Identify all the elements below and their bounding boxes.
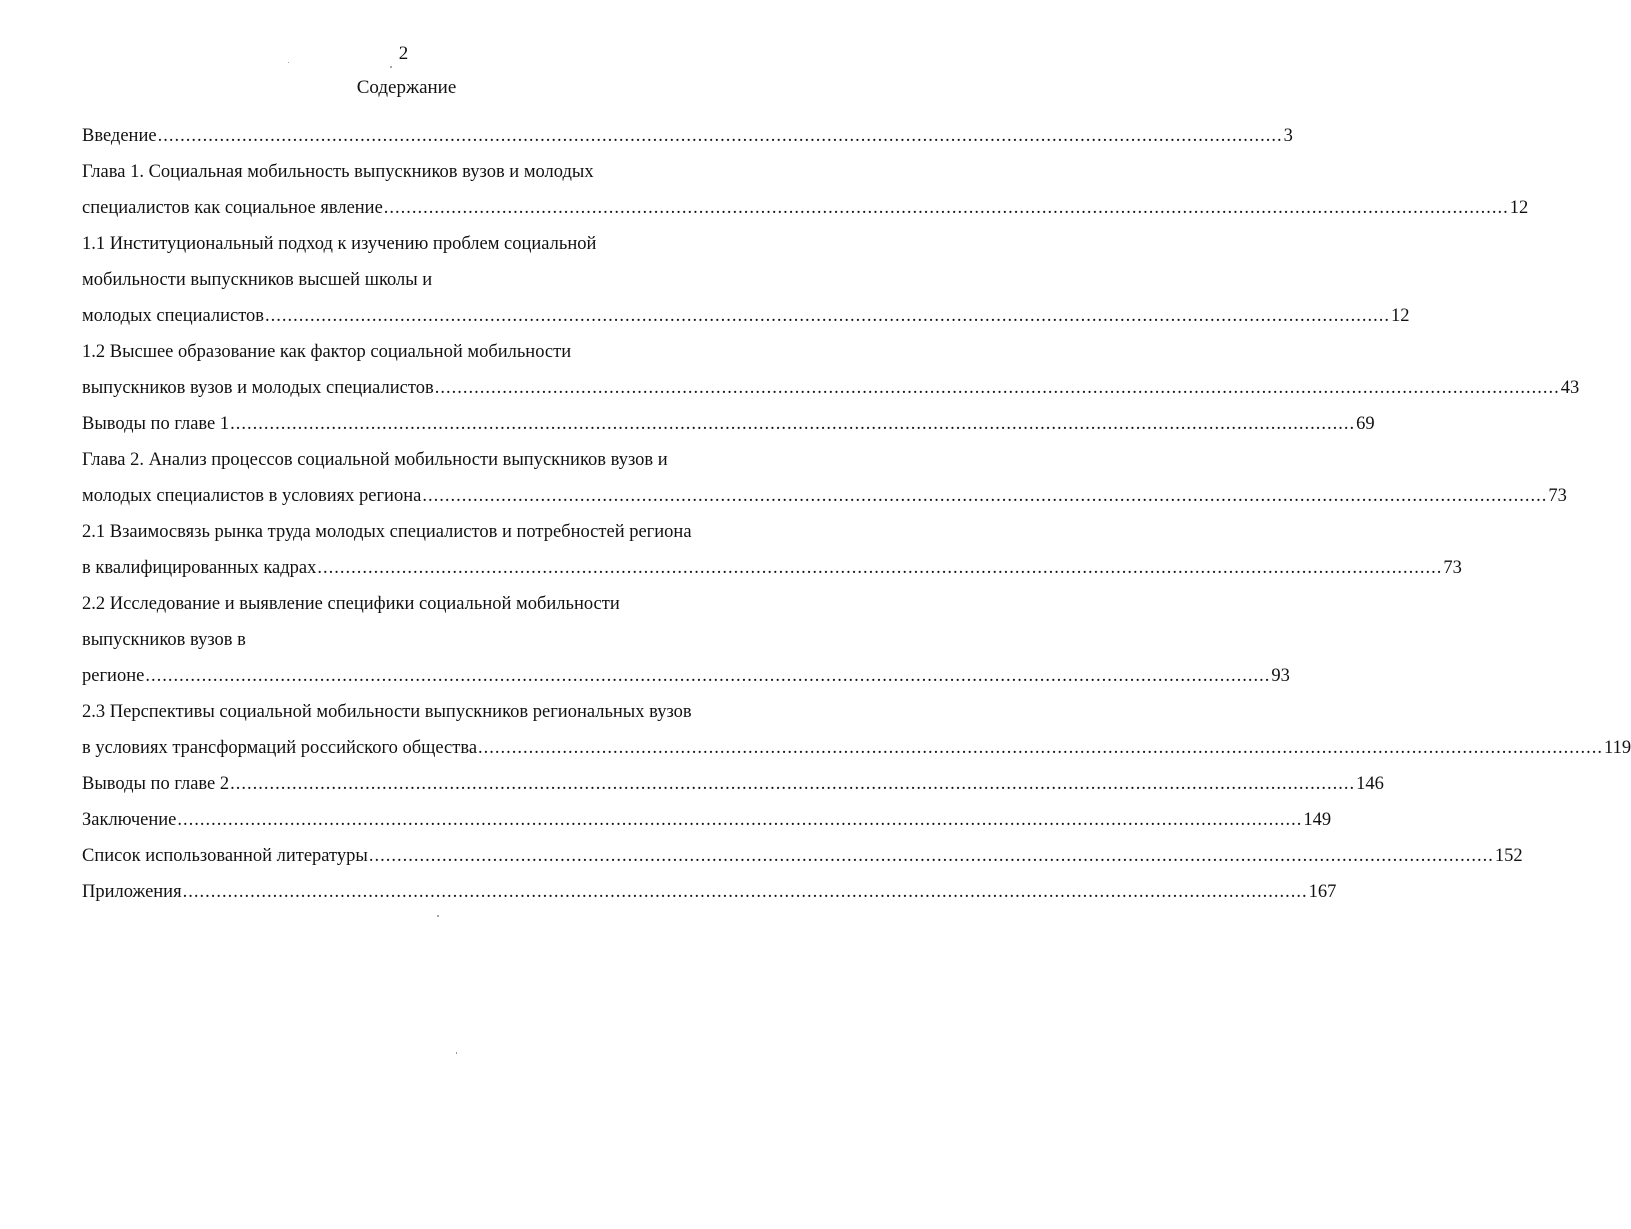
toc-line <box>82 880 1337 904</box>
dot-leader: ........................................................................................................................................................................................................ <box>177 810 1303 830</box>
page-number: 2 <box>398 43 409 64</box>
dot-leader: ........................................................................................................................................................................................................ <box>383 198 1509 218</box>
toc-line <box>82 124 1293 148</box>
scan-speck <box>437 915 439 917</box>
toc-entry-text: мобильности выпускников высшей школы и <box>82 270 433 290</box>
dot-leader: ........................................................................................................................................................................................................ <box>230 774 1356 794</box>
toc-page-number: 149 <box>1303 810 1332 830</box>
toc-line <box>82 520 692 544</box>
dot-leader: ........................................................................................................................................................................................................ <box>434 378 1560 398</box>
toc-page-number: 12 <box>1391 306 1410 326</box>
dot-leader: ........................................................................................................................................................................................................ <box>265 306 1391 326</box>
dot-leader: ........................................................................................................................................................................................................ <box>317 558 1443 578</box>
toc-entry-text: Глава 2. Анализ процессов социальной мобильности выпускников вузов и <box>82 450 668 470</box>
toc-line <box>82 844 1523 868</box>
toc-line <box>82 376 1580 400</box>
toc-entry-text: 2.3 Перспективы социальной мобильности выпускников региональных вузов <box>82 702 692 722</box>
toc-line <box>82 628 246 652</box>
toc-entry-text: в квалифицированных кадрах <box>82 558 317 578</box>
toc-page-number: 93 <box>1271 666 1290 686</box>
toc-page-number: 119 <box>1604 738 1631 758</box>
toc-entry-text: Приложения <box>82 882 182 902</box>
toc-entry-text: Выводы по главе 1 <box>82 414 230 434</box>
toc-entry-text: 2.1 Взаимосвязь рынка труда молодых специалистов и потребностей региона <box>82 522 692 542</box>
toc-entry-text: выпускников вузов в <box>82 630 246 650</box>
page-title: Содержание <box>356 77 457 98</box>
toc-line <box>82 484 1567 508</box>
dot-leader: ........................................................................................................................................................................................................ <box>368 846 1494 866</box>
toc-line <box>82 448 668 472</box>
toc-line <box>82 664 1290 688</box>
toc-entry-text: специалистов как социальное явление <box>82 198 383 218</box>
scan-speck <box>390 66 392 68</box>
dot-leader: ........................................................................................................................................................................................................ <box>145 666 1271 686</box>
toc-line <box>82 808 1332 832</box>
toc-entry-text: Введение <box>82 126 157 146</box>
toc-entry-text: 1.2 Высшее образование как фактор социальной мобильности <box>82 342 572 362</box>
scan-speck <box>456 1052 457 1054</box>
toc-entry-text: молодых специалистов в условиях региона <box>82 486 422 506</box>
toc-line <box>82 160 594 184</box>
toc-line <box>82 268 432 292</box>
dot-leader: ........................................................................................................................................................................................................ <box>182 882 1308 902</box>
toc-entry-text: 1.1 Институциональный подход к изучению проблем социальной <box>82 234 597 254</box>
toc-page-number: 73 <box>1548 486 1567 506</box>
toc-entry-text: Список использованной литературы <box>82 846 368 866</box>
toc-page-number: 69 <box>1356 414 1375 434</box>
scan-speck <box>288 62 289 63</box>
toc-page-number: 152 <box>1494 846 1523 866</box>
dot-leader: ........................................................................................................................................................................................................ <box>157 126 1283 146</box>
dot-leader: ........................................................................................................................................................................................................ <box>422 486 1548 506</box>
toc-entry-text: Выводы по главе 2 <box>82 774 230 794</box>
toc-line <box>82 556 1462 580</box>
toc-line <box>82 304 1410 328</box>
toc-page-number: 3 <box>1283 126 1293 146</box>
toc-page-number: 12 <box>1509 198 1529 218</box>
toc-entry-text: Заключение <box>82 810 177 830</box>
toc-line <box>82 736 1631 760</box>
dot-leader: ........................................................................................................................................................................................................ <box>478 738 1604 758</box>
toc-line <box>82 592 620 616</box>
toc-line <box>82 772 1384 796</box>
toc-line <box>82 340 571 364</box>
toc-entry-text: регионе <box>82 666 145 686</box>
toc-page-number: 43 <box>1560 378 1580 398</box>
toc-entry-text: молодых специалистов <box>82 306 265 326</box>
toc-entry-text: Глава 1. Социальная мобильность выпускников вузов и молодых <box>82 162 594 182</box>
toc-entry-text: выпускников вузов и молодых специалистов <box>82 378 434 398</box>
toc-line <box>82 196 1529 220</box>
toc-page-number: 167 <box>1308 882 1337 902</box>
toc-entry-text: в условиях трансформаций российского общества <box>82 738 478 758</box>
toc-line <box>82 700 692 724</box>
toc-page-number: 73 <box>1443 558 1462 578</box>
dot-leader: ........................................................................................................................................................................................................ <box>230 414 1356 434</box>
toc-line <box>82 232 596 256</box>
toc-entry-text: 2.2 Исследование и выявление специфики социальной мобильности <box>82 594 620 614</box>
toc-page-number: 146 <box>1356 774 1384 794</box>
toc-line <box>82 412 1375 436</box>
